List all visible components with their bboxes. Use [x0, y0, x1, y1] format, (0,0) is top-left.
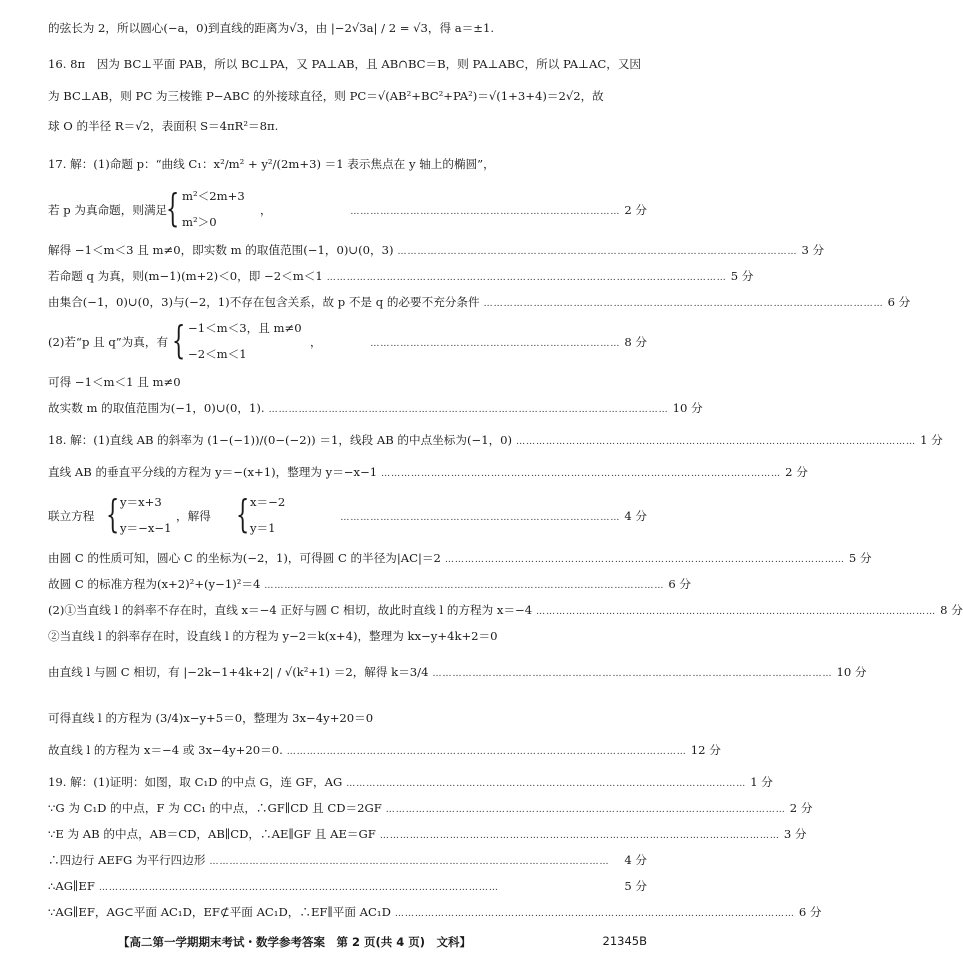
answer-line: 由集合(−1，0)∪(0，3)与(−2，1)不存在包含关系，故 p 不是 q 的必要不充分条件 ………………………………………………………………………………………………………… 6 分 [48, 295, 911, 309]
answer-line: 16. 8π 因为 BC⊥平面 PAB，所以 BC⊥PA，又 PA⊥AB，且 AB∩BC＝B，则 PA⊥ABC，所以 PA⊥AC，又因 [48, 57, 642, 71]
answer-line: 解得 −1＜m＜3 且 m≠0，即实数 m 的取值范围(−1，0)∪(0，3) ………………………………………………………………………………………………………… 3 分 [48, 243, 825, 257]
system-row: −1＜m＜3，且 m≠0 [188, 321, 302, 335]
score-wrap: ………………………………………………………………… 8 分 [370, 335, 647, 349]
score: 6 分 [668, 577, 691, 591]
system-row: −2＜m＜1 [188, 347, 247, 361]
system-tail: ， [260, 203, 272, 217]
system-lead: 联立方程 [48, 509, 95, 523]
equation-system [48, 320, 647, 364]
score: 10 分 [672, 401, 703, 415]
answer-line: 18. 解：(1)直线 AB 的斜率为 (1−(−1))/(0−(−2)) ＝1，线段 AB 的中点坐标为(−1，0) ………………………………………………………………………………………………………… 1 分 [48, 433, 943, 447]
score: 2 分 [624, 203, 647, 217]
score: 2 分 [785, 465, 808, 479]
answer-line: 17. 解：(1)命题 p：“曲线 C₁：x²/m² + y²/(2m+3) ＝1 表示焦点在 y 轴上的椭圆”， [48, 157, 495, 171]
system-tail: ，解得 [176, 509, 211, 523]
system-row: y＝1 [250, 521, 276, 535]
answer-line: ②当直线 l 的斜率存在时，设直线 l 的方程为 y−2＝k(x+4)，整理为 kx−y+4k+2＝0 [48, 629, 498, 643]
score: 8 分 [624, 335, 647, 349]
score: 1 分 [920, 433, 943, 447]
system-lead: (2)若“p 且 q”为真，有 [48, 335, 169, 349]
answer-line: 球 O 的半径 R＝√2，表面积 S＝4πR²＝8π. [48, 119, 279, 133]
answer-line: 若命题 q 为真，则(m−1)(m+2)＜0，即 −2＜m＜1 ………………………………………………………………………………………………………… 5 分 [48, 269, 754, 283]
answer-line: 的弦长为 2，所以圆心(−a，0)到直线的距离为√3，由 |−2√3a| / 2 = √3，得 a＝±1. [48, 21, 495, 35]
score: 6 分 [887, 295, 911, 309]
equation-system [48, 188, 647, 232]
answer-line: ∵E 为 AB 的中点，AB＝CD，AB∥CD，∴AE∥GF 且 AE＝GF ………………………………………………………………………………………………………… 3 分 [48, 827, 807, 841]
answer-line: ∴AG∥EF ………………………………………………………………………………………………………… 5 分 [48, 879, 647, 893]
equation-system [48, 494, 647, 538]
answer-line: 为 BC⊥AB，则 PC 为三棱锥 P−ABC 的外接球直径，则 PC＝√(AB²+BC²+PA²)＝√(1+3+4)＝2√2，故 [48, 89, 604, 103]
system-row: m²＞0 [182, 215, 217, 229]
brace-symbol: { [166, 186, 180, 230]
answer-line: 由直线 l 与圆 C 相切，有 |−2k−1+4k+2| / √(k²+1) ＝2，解得 k＝3/4 ………………………………………………………………………………………………………… 10 分 [48, 665, 867, 679]
score-wrap: ……………………………………………………………………… 2 分 [350, 203, 647, 217]
score: 10 分 [836, 665, 867, 679]
system-row: y＝−x−1 [120, 521, 172, 535]
answer-line: 19. 解：(1)证明：如图，取 C₁D 的中点 G，连 GF，AG ………………………………………………………………………………………………………… 1 分 [48, 775, 773, 789]
score: 4 分 [624, 853, 647, 867]
score-wrap: ………………………………………………………………………… 4 分 [340, 509, 647, 523]
system-row: m²＜2m+3 [182, 189, 245, 203]
answer-line: 可得 −1＜m＜1 且 m≠0 [48, 375, 181, 389]
score: 4 分 [624, 509, 647, 523]
answer-line: 可得直线 l 的方程为 (3/4)x−y+5＝0，整理为 3x−4y+20＝0 [48, 711, 374, 725]
score: 3 分 [801, 243, 825, 257]
footer-code: 21345B [602, 934, 647, 948]
answer-line: 直线 AB 的垂直平分线的方程为 y＝−(x+1)，整理为 y＝−x−1 ………………………………………………………………………………………………………… 2 分 [48, 465, 808, 479]
answer-line: (2)①当直线 l 的斜率不存在时，直线 x＝−4 正好与圆 C 相切，故此时直线 l 的方程为 x＝−4 ………………………………………………………………………………………………………… 8 分 [48, 603, 963, 617]
brace-symbol: { [106, 492, 120, 536]
answer-line: ∵AG∥EF，AG⊂平面 AC₁D，EF⊄平面 AC₁D，∴EF∥平面 AC₁D ………………………………………………………………………………………………………… 6 分 [48, 905, 822, 919]
score: 2 分 [789, 801, 813, 815]
score: 12 分 [690, 743, 721, 757]
score: 5 分 [624, 879, 647, 893]
score: 6 分 [798, 905, 822, 919]
system-lead: 若 p 为真命题，则满足 [48, 203, 168, 217]
brace-symbol: { [172, 318, 186, 362]
answer-line: 故圆 C 的标准方程为(x+2)²+(y−1)²＝4 ………………………………………………………………………………………………………… 6 分 [48, 577, 691, 591]
score: 5 分 [730, 269, 754, 283]
score: 8 分 [940, 603, 963, 617]
answer-line: 故直线 l 的方程为 x＝−4 或 3x−4y+20＝0. ………………………………………………………………………………………………………… 12 分 [48, 743, 721, 757]
answer-line: ∴四边行 AEFG 为平行四边形 ………………………………………………………………………………………………………… 4 分 [48, 853, 647, 867]
score: 3 分 [783, 827, 807, 841]
system-row: x＝−2 [250, 495, 286, 509]
answer-line: ∵G 为 C₁D 的中点，F 为 CC₁ 的中点，∴GF∥CD 且 CD＝2GF ………………………………………………………………………………………………………… 2 分 [48, 801, 813, 815]
system-row: y＝x+3 [120, 495, 162, 509]
system-tail: ， [310, 335, 322, 349]
brace-symbol: { [236, 492, 250, 536]
footer-title: 【高二第一学期期末考试・数学参考答案 第 2 页(共 4 页) 文科】 [118, 935, 472, 949]
answer-line: 故实数 m 的取值范围为(−1，0)∪(0，1). ………………………………………………………………………………………………………… 10 分 [48, 401, 703, 415]
score: 1 分 [750, 775, 773, 789]
answer-line: 由圆 C 的性质可知，圆心 C 的坐标为(−2，1)，可得圆 C 的半径为|AC|＝2 ………………………………………………………………………………………………………… 5 分 [48, 551, 872, 565]
score: 5 分 [848, 551, 872, 565]
